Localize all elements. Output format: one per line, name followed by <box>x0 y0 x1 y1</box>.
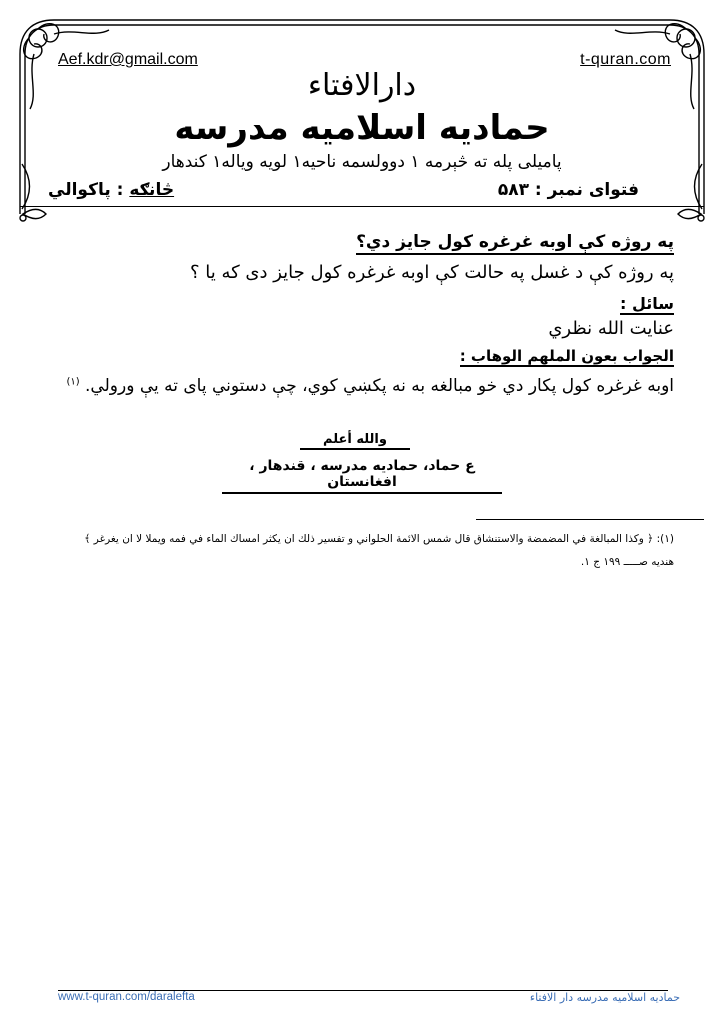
footnote-line-1: (۱): ﴿ وكذا المبالغة في المضمضة والاستنشاق قال شمس الائمة الحلواني و تفسير ذلك ان يكثر امساك الماء في فمه ويملا لا ان يغرغر ﴾ <box>84 533 674 545</box>
website-link[interactable]: t-quran.com <box>580 51 671 68</box>
footer-org-name: حمادیه اسلامیه مدرسه دار الافتاء <box>529 991 680 1004</box>
answer-text <box>66 376 674 396</box>
fatwa-number <box>498 180 639 200</box>
asker-label: سائل : <box>620 294 674 313</box>
question-title: په روژه کې اوبه غرغره کول جایز دي؟ <box>356 232 674 255</box>
fatwa-number-value: ۵۸۳ <box>497 180 529 200</box>
category-label: څانګه <box>129 180 175 200</box>
email-link[interactable]: Aef.kdr@gmail.com <box>58 51 198 68</box>
footnote-divider <box>476 519 704 520</box>
answer-footnote-ref: (۱) <box>66 376 80 388</box>
institution-name: حمادیه اسلامیه مدرسه <box>174 108 550 148</box>
header-divider <box>20 206 704 207</box>
closing-phrase: والله أعلم <box>300 432 410 450</box>
footnote-line-2: هنديه صـــــ ۱۹۹ ج ۱. <box>580 556 674 568</box>
footer-url-link[interactable]: www.t-quran.com/daralefta <box>58 991 195 1003</box>
footnote <box>40 528 674 574</box>
answer-body: اوبه غرغره کول پکار دي خو مبالغه به نه پکښي کوي، چې دستوني پای ته یې ورولي. <box>85 376 674 396</box>
signature: ع حماد، حمادیه مدرسه ، قندهار ، افغانستان <box>222 458 502 494</box>
answer-heading: الجواب بعون الملهم الوهاب : <box>459 347 674 365</box>
category-value: : پاکوالي <box>48 180 124 200</box>
fatwa-number-label: فتوای نمبر : <box>534 180 639 200</box>
address-line: پامیلی پله ته څېرمه ۱ دوولسمه ناحیه۱ لویه ویاله۱ کندهار <box>162 152 562 172</box>
asker-name: عنایت الله نظري <box>548 318 674 339</box>
question-text: په روژه کې د غسل په حالت کې اوبه غرغره کول جایز دی که یا ؟ <box>189 262 674 283</box>
category <box>48 180 174 200</box>
page-title: دارالافتاء <box>307 68 417 103</box>
